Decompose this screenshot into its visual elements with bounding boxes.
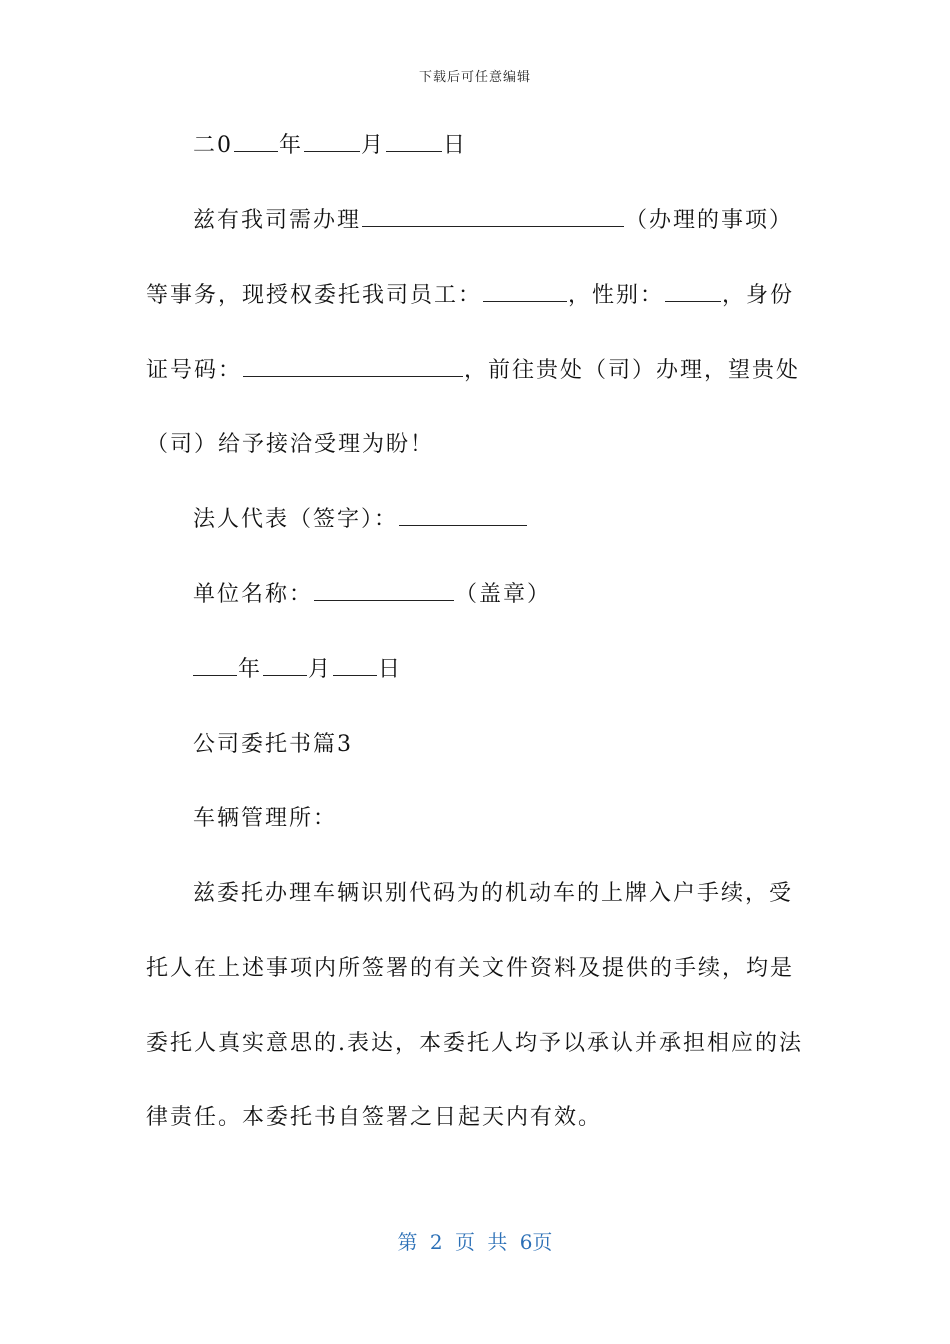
day-label: 日: [378, 657, 403, 682]
signature-line: [193, 505, 806, 535]
unit-blank: [314, 580, 454, 601]
body-line: [193, 206, 806, 236]
legal-rep-label: 法人代表（签字）：: [193, 507, 399, 532]
section-title: 公司委托书篇3: [193, 732, 353, 757]
month-label: 月: [361, 133, 386, 158]
gender-blank: [665, 281, 721, 302]
header-note: 下载后可任意编辑: [418, 70, 531, 85]
id-blank: [243, 356, 463, 377]
addressee: 车辆管理所：: [193, 806, 338, 831]
date-prefix: 二0: [193, 133, 233, 158]
body-line: 托人在上述事项内所签署的有关文件资料及提供的手续，均是: [146, 956, 795, 981]
matter-blank: [362, 206, 624, 227]
gender-label: ，性别：: [568, 283, 665, 308]
id-label-end: 证号码：: [146, 358, 243, 383]
employee-blank: [483, 281, 567, 302]
page-number: 第 2 页 共 6页: [397, 1230, 553, 1254]
matter-prefix: 兹有我司需办理: [193, 208, 362, 233]
body-line: 兹委托办理车辆识别代码为的机动车的上牌入户手续，受: [193, 881, 794, 906]
day-blank: [333, 655, 377, 676]
unit-line: [193, 580, 806, 610]
body-line: 律责任。本委托书自签署之日起天内有效。: [146, 1105, 603, 1130]
year-blank: [193, 655, 237, 676]
unit-label: 单位名称：: [193, 582, 314, 607]
id-label-start: ，身份: [722, 283, 795, 308]
body-line: 委托人真实意思的.表达，本委托人均予以承认并承担相应的法: [146, 1031, 803, 1056]
seal-label: （盖章）: [455, 582, 552, 607]
date-line: [193, 131, 806, 161]
month-label: 月: [308, 657, 333, 682]
year-blank: [234, 131, 278, 152]
year-label: 年: [238, 657, 263, 682]
signature-blank: [399, 505, 527, 526]
day-label: 日: [443, 133, 468, 158]
body-line: [146, 281, 806, 311]
authorize-text: 等事务，现授权委托我司员工：: [146, 283, 483, 308]
day-blank: [386, 131, 442, 152]
body-line: （司）给予接洽受理为盼！: [146, 432, 435, 457]
date-line: [193, 655, 806, 685]
month-blank: [263, 655, 307, 676]
year-label: 年: [279, 133, 304, 158]
body-line: [146, 356, 806, 386]
matter-suffix: （办理的事项）: [625, 208, 794, 233]
month-blank: [304, 131, 360, 152]
handle-text: ，前往贵处（司）办理，望贵处: [464, 358, 801, 383]
